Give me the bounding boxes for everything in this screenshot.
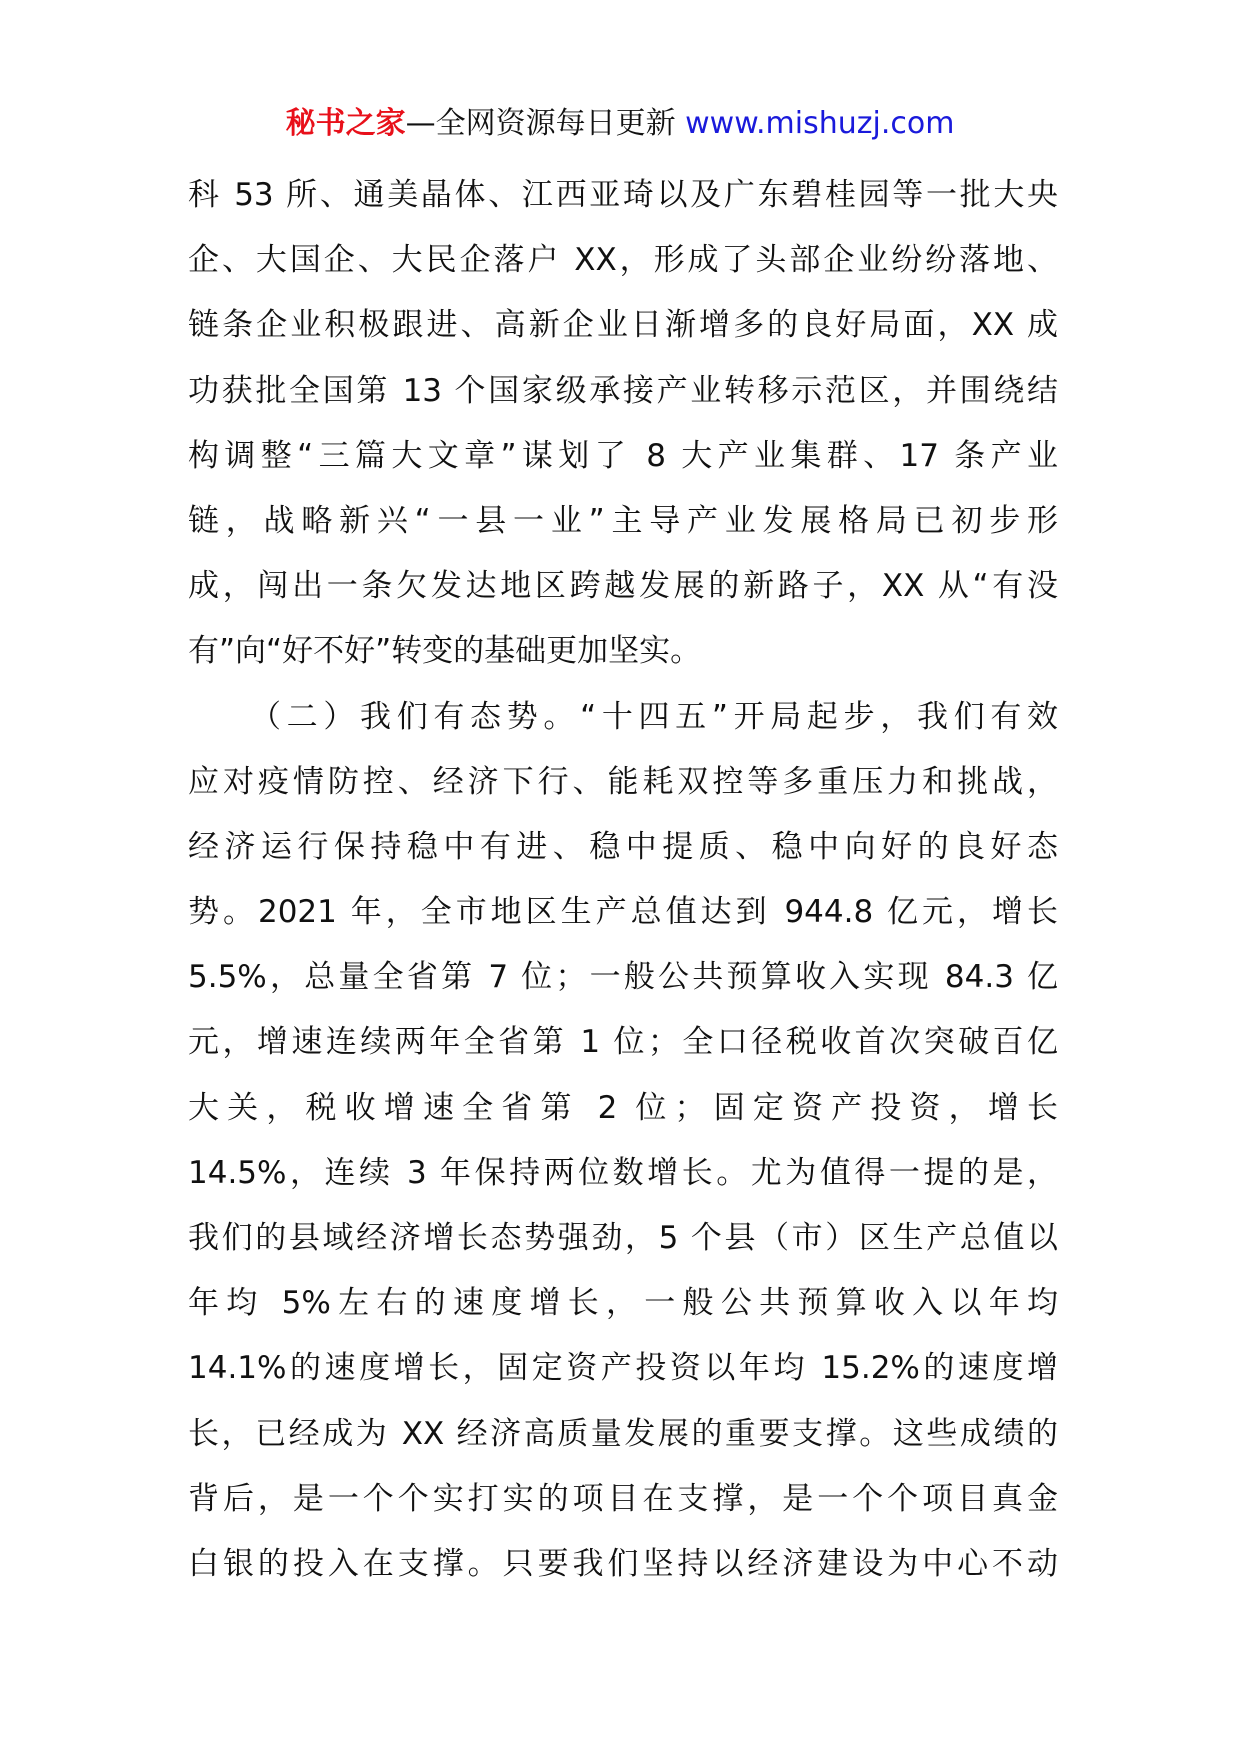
text-line: 企、大国企、大民企落户 XX，形成了头部企业纷纷落地、 bbox=[188, 242, 1058, 279]
text-line: 科 53 所、通美晶体、江西亚琦以及广东碧桂园等一批大央 bbox=[188, 177, 1058, 213]
text-line: 长，已经成为 XX 经济高质量发展的重要支撑。这些成绩的 bbox=[188, 1415, 1058, 1452]
text-line: 有”向“好不好”转变的基础更加坚实。 bbox=[188, 633, 702, 670]
text-line: 应对疫情防控、经济下行、能耗双控等多重压力和挑战， bbox=[188, 763, 1058, 800]
text-line: 白银的投入在支撑。只要我们坚持以经济建设为中心不动 bbox=[188, 1545, 1058, 1582]
text-line: 年均 5%左右的速度增长，一般公共预算收入以年均 bbox=[188, 1285, 1058, 1322]
text-line: 经济运行保持稳中有进、稳中提质、稳中向好的良好态 bbox=[188, 828, 1058, 865]
text-line: 背后，是一个个实打实的项目在支撑，是一个个项目真金 bbox=[188, 1480, 1058, 1517]
text-line: 链，战略新兴“一县一业”主导产业发展格局已初步形 bbox=[188, 502, 1058, 539]
text-line: 14.1%的速度增长，固定资产投资以年均 15.2%的速度增 bbox=[188, 1350, 1058, 1387]
text-line: 5.5%，总量全省第 7 位；一般公共预算收入实现 84.3 亿 bbox=[188, 959, 1058, 996]
text-line: 我们的县域经济增长态势强劲，5 个县（市）区生产总值以 bbox=[188, 1220, 1058, 1256]
site-header bbox=[0, 104, 1240, 144]
site-brand: 秘书之家 bbox=[285, 106, 406, 141]
text-line: 势。2021 年，全市地区生产总值达到 944.8 亿元，增长 bbox=[188, 894, 1058, 931]
text-line: 功获批全国第 13 个国家级承接产业转移示范区，并围绕结 bbox=[188, 372, 1058, 409]
text-line: 元，增速连续两年全省第 1 位；全口径税收首次突破百亿 bbox=[188, 1024, 1058, 1061]
text-line: 成，闯出一条欠发达地区跨越发展的新路子，XX 从“有没 bbox=[188, 568, 1058, 605]
text-line: 链条企业积极跟进、高新企业日渐增多的良好局面，XX 成 bbox=[188, 307, 1058, 344]
site-tagline: —全网资源每日更新 bbox=[405, 106, 686, 141]
site-url-link[interactable]: www.mishuzj.com bbox=[685, 106, 955, 141]
text-line: 14.5%，连续 3 年保持两位数增长。尤为值得一提的是， bbox=[188, 1154, 1058, 1191]
document-body bbox=[188, 163, 1058, 1597]
section-heading-line: （二）我们有态势。“十四五”开局起步，我们有效 bbox=[250, 698, 1058, 735]
text-line: 构调整“三篇大文章”谋划了 8 大产业集群、17 条产业 bbox=[188, 437, 1058, 474]
text-line: 大关，税收增速全省第 2 位；固定资产投资，增长 bbox=[188, 1089, 1058, 1126]
